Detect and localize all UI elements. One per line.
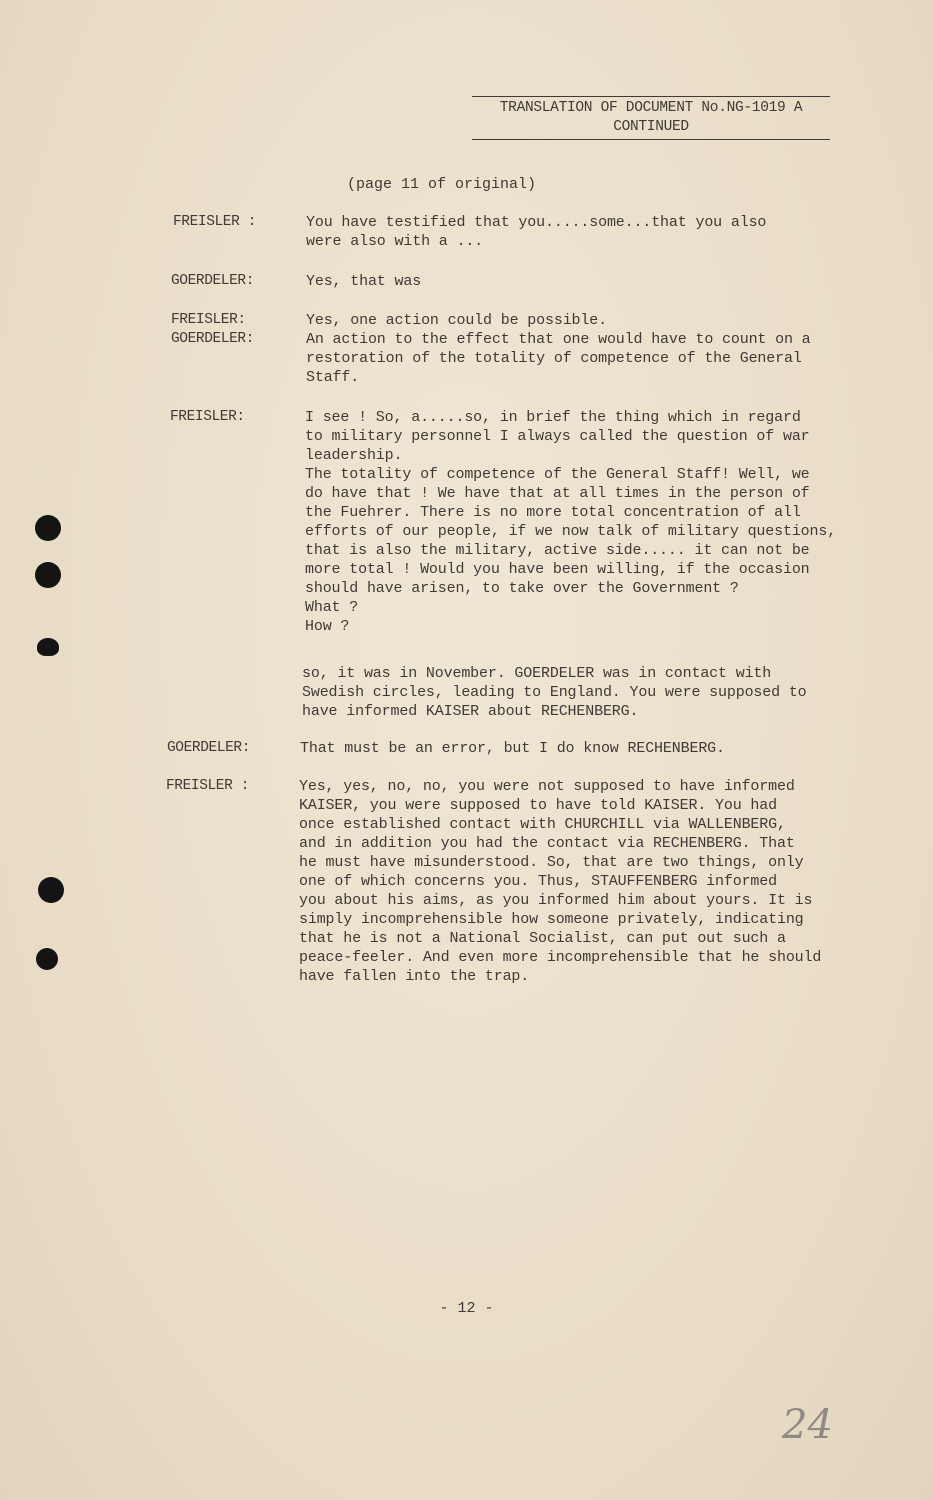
speech-line: That must be an error, but I do know RECHENBERG. bbox=[300, 740, 725, 757]
speaker-label: FREISLER: bbox=[170, 409, 245, 425]
speech-line: KAISER, you were supposed to have told KAISER. You had bbox=[299, 797, 777, 814]
speech-text bbox=[300, 739, 725, 758]
speech-line: to military personnel I always called the question of war bbox=[305, 428, 810, 445]
speech-line: that he is not a National Socialist, can put out such a bbox=[299, 930, 786, 947]
speech-line: What ? bbox=[305, 599, 359, 616]
speech-text bbox=[306, 213, 766, 251]
punch-hole bbox=[36, 948, 58, 970]
speaker-label: GOERDELER: bbox=[167, 740, 251, 756]
speech-line: do have that ! We have that at all times in the person of bbox=[305, 485, 810, 502]
header-title: TRANSLATION OF DOCUMENT No.NG-1019 A bbox=[499, 100, 803, 116]
speech-line: the Fuehrer. There is no more total concentration of all bbox=[305, 504, 801, 521]
punch-hole bbox=[35, 515, 61, 541]
speech-line: he must have misunderstood. So, that are two things, only bbox=[299, 854, 804, 871]
speech-line: Yes, one action could be possible. bbox=[306, 312, 607, 329]
speech-text bbox=[306, 311, 811, 387]
speech-line: restoration of the totality of competence of the General bbox=[306, 350, 802, 367]
speech-line: How ? bbox=[305, 618, 350, 635]
punch-hole bbox=[38, 877, 64, 903]
speaker-label: FREISLER : bbox=[166, 778, 250, 794]
speech-line: I see ! So, a.....so, in brief the thing which in regard bbox=[305, 409, 801, 426]
speech-line: leadership. bbox=[305, 447, 403, 464]
speech-line: Yes, that was bbox=[306, 273, 422, 290]
page-number: - 12 - bbox=[439, 1300, 494, 1317]
header-top-rule bbox=[472, 96, 830, 97]
speech-line: you about his aims, as you informed him about yours. It is bbox=[299, 892, 813, 909]
speech-line: one of which concerns you. Thus, STAUFFENBERG informed bbox=[299, 873, 777, 890]
speech-line: peace-feeler. And even more incomprehensible that he should bbox=[299, 949, 822, 966]
speech-text bbox=[299, 777, 821, 986]
speaker-label: GOERDELER: bbox=[171, 273, 255, 289]
speech-line: simply incomprehensible how someone privately, indicating bbox=[299, 911, 804, 928]
speech-line: were also with a ... bbox=[306, 233, 484, 250]
speech-line: An action to the effect that one would have to count on a bbox=[306, 331, 811, 348]
punch-hole bbox=[35, 562, 61, 588]
speech-text bbox=[305, 408, 836, 636]
speaker-label: FREISLER : bbox=[173, 214, 257, 230]
speech-line: have informed KAISER about RECHENBERG. bbox=[302, 703, 639, 720]
speech-line: once established contact with CHURCHILL via WALLENBERG, bbox=[299, 816, 786, 833]
speech-text bbox=[302, 664, 807, 721]
speaker-label: FREISLER: GOERDELER: bbox=[171, 312, 255, 347]
document-header bbox=[472, 96, 830, 140]
speech-line: You have testified that you.....some...that you also bbox=[306, 214, 767, 231]
speech-line: and in addition you had the contact via RECHENBERG. That bbox=[299, 835, 795, 852]
header-bottom-rule bbox=[472, 139, 830, 140]
speech-line: The totality of competence of the General Staff! Well, we bbox=[305, 466, 810, 483]
speech-line: should have arisen, to take over the Government ? bbox=[305, 580, 739, 597]
speech-line: Staff. bbox=[306, 369, 360, 386]
speech-line: that is also the military, active side..... it can not be bbox=[305, 542, 810, 559]
speech-line: have fallen into the trap. bbox=[299, 968, 530, 985]
speech-line: more total ! Would you have been willing, if the occasion bbox=[305, 561, 810, 578]
speech-text bbox=[306, 272, 421, 291]
handwritten-page-stamp: 24 bbox=[782, 1402, 833, 1448]
speech-line: efforts of our people, if we now talk of military questions, bbox=[305, 523, 837, 540]
page-reference: (page 11 of original) bbox=[347, 176, 537, 193]
header-subtitle: CONTINUED bbox=[613, 119, 689, 135]
speech-line: Swedish circles, leading to England. You were supposed to bbox=[302, 684, 807, 701]
speech-line: Yes, yes, no, no, you were not supposed to have informed bbox=[299, 778, 795, 795]
punch-hole bbox=[37, 638, 59, 656]
speech-line: so, it was in November. GOERDELER was in contact with bbox=[302, 665, 772, 682]
